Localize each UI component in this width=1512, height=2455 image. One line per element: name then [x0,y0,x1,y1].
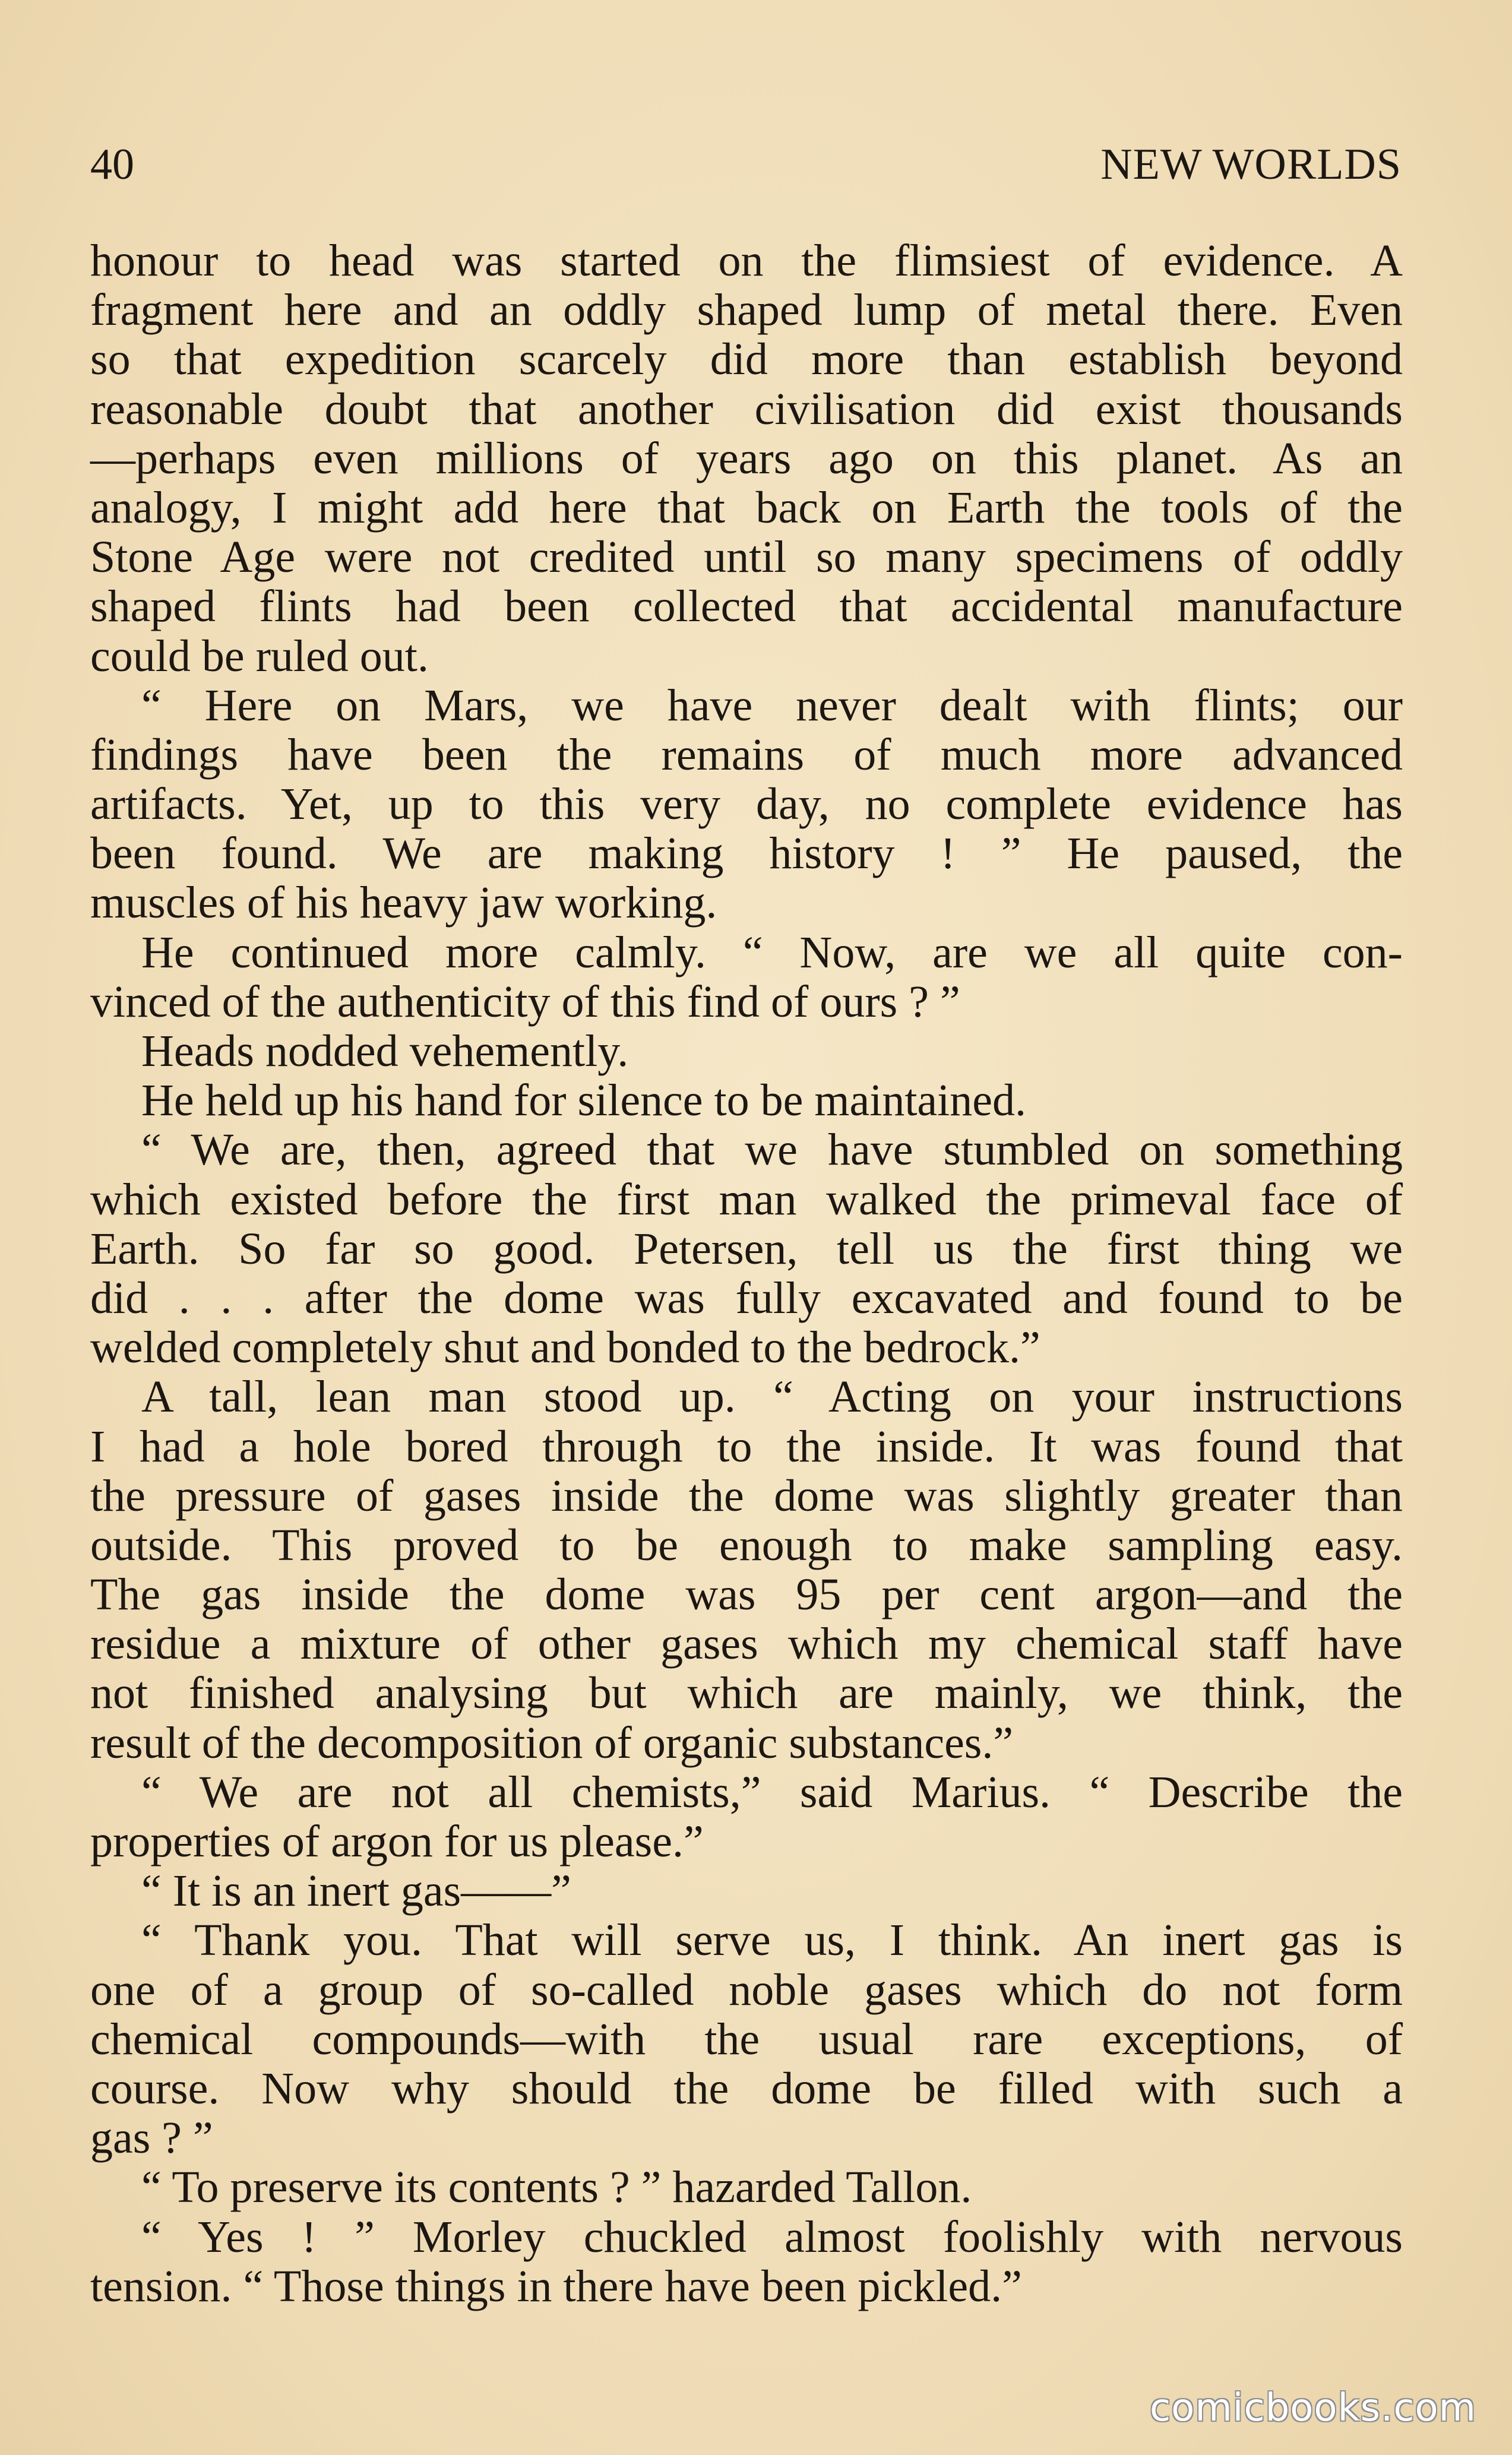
text-line: fragment here and an oddly shaped lump of metal there. Even [90,285,1403,336]
text-line: course. Now why should the dome be filled with such a [90,2063,1403,2114]
running-head: NEW WORLDS [1100,140,1402,189]
page-number: 40 [90,140,134,189]
text-line: shaped flints had been collected that accidental manufacture [90,581,1403,632]
text-line: He held up his hand for silence to be maintained. [141,1075,1027,1126]
text-line: outside. This proved to be enough to make sampling easy. [90,1520,1403,1570]
page-header [90,132,1402,197]
text-line: A tall, lean man stood up. “ Acting on your instructions [141,1372,1403,1422]
text-line: did . . . after the dome was fully excavated and found to be [90,1273,1403,1323]
text-line: The gas inside the dome was 95 per cent argon—and the [90,1570,1403,1620]
text-line: Heads nodded vehemently. [141,1026,629,1076]
text-line: “ Yes ! ” Morley chuckled almost foolishly with nervous [141,2212,1403,2262]
text-line: tension. “ Those things in there have been pickled.” [90,2261,1022,2311]
text-line: findings have been the remains of much more advanced [90,729,1403,780]
text-line: so that expedition scarcely did more than establish beyond [90,334,1403,385]
text-line: —perhaps even millions of years ago on this planet. As an [90,433,1403,483]
text-line: I had a hole bored through to the inside. It was found that [90,1421,1403,1472]
text-line: could be ruled out. [90,631,429,681]
text-line: “ We are, then, agreed that we have stumbled on something [141,1125,1403,1175]
text-line: result of the decomposition of organic substances.” [90,1717,1014,1768]
text-line: honour to head was started on the flimsiest of evidence. A [90,236,1403,286]
text-line: analogy, I might add here that back on Earth the tools of the [90,482,1403,533]
text-line: reasonable doubt that another civilisation did exist thousands [90,384,1403,434]
text-line: Stone Age were not credited until so many specimens of oddly [90,532,1403,583]
text-line: “ It is an inert gas——” [141,1866,571,1916]
text-line: vinced of the authenticity of this find of ours ? ” [90,976,960,1027]
text-line: gas ? ” [90,2113,213,2163]
text-line: one of a group of so-called noble gases which do not form [90,1964,1403,2015]
text-line: artifacts. Yet, up to this very day, no complete evidence has [90,779,1403,830]
text-line: the pressure of gases inside the dome was slightly greater than [90,1470,1403,1521]
text-line: “ Thank you. That will serve us, I think. An inert gas is [141,1915,1403,1966]
text-line: “ Here on Mars, we have never dealt with flints; our [141,680,1403,730]
watermark: comicbooks.com [1149,2386,1476,2430]
text-line: chemical compounds—with the usual rare exceptions, of [90,2014,1403,2064]
text-line: properties of argon for us please.” [90,1817,704,1866]
text-line: Earth. So far so good. Petersen, tell us the first thing we [90,1223,1403,1274]
text-line: residue a mixture of other gases which my chemical staff have [90,1619,1403,1669]
text-line: “ We are not all chemists,” said Marius. “ Describe the [141,1767,1403,1817]
body-text [90,236,1403,2311]
text-line: which existed before the first man walked the primeval face of [90,1174,1403,1225]
text-line: “ To preserve its contents ? ” hazarded Tallon. [141,2162,972,2213]
text-line: not finished analysing but which are mainly, we think, the [90,1668,1403,1719]
text-line: welded completely shut and bonded to the bedrock.” [90,1323,1040,1373]
text-line: muscles of his heavy jaw working. [90,878,717,928]
text-line: He continued more calmly. “ Now, are we all quite con- [141,927,1403,977]
text-line: been found. We are making history ! ” He paused, the [90,828,1403,879]
